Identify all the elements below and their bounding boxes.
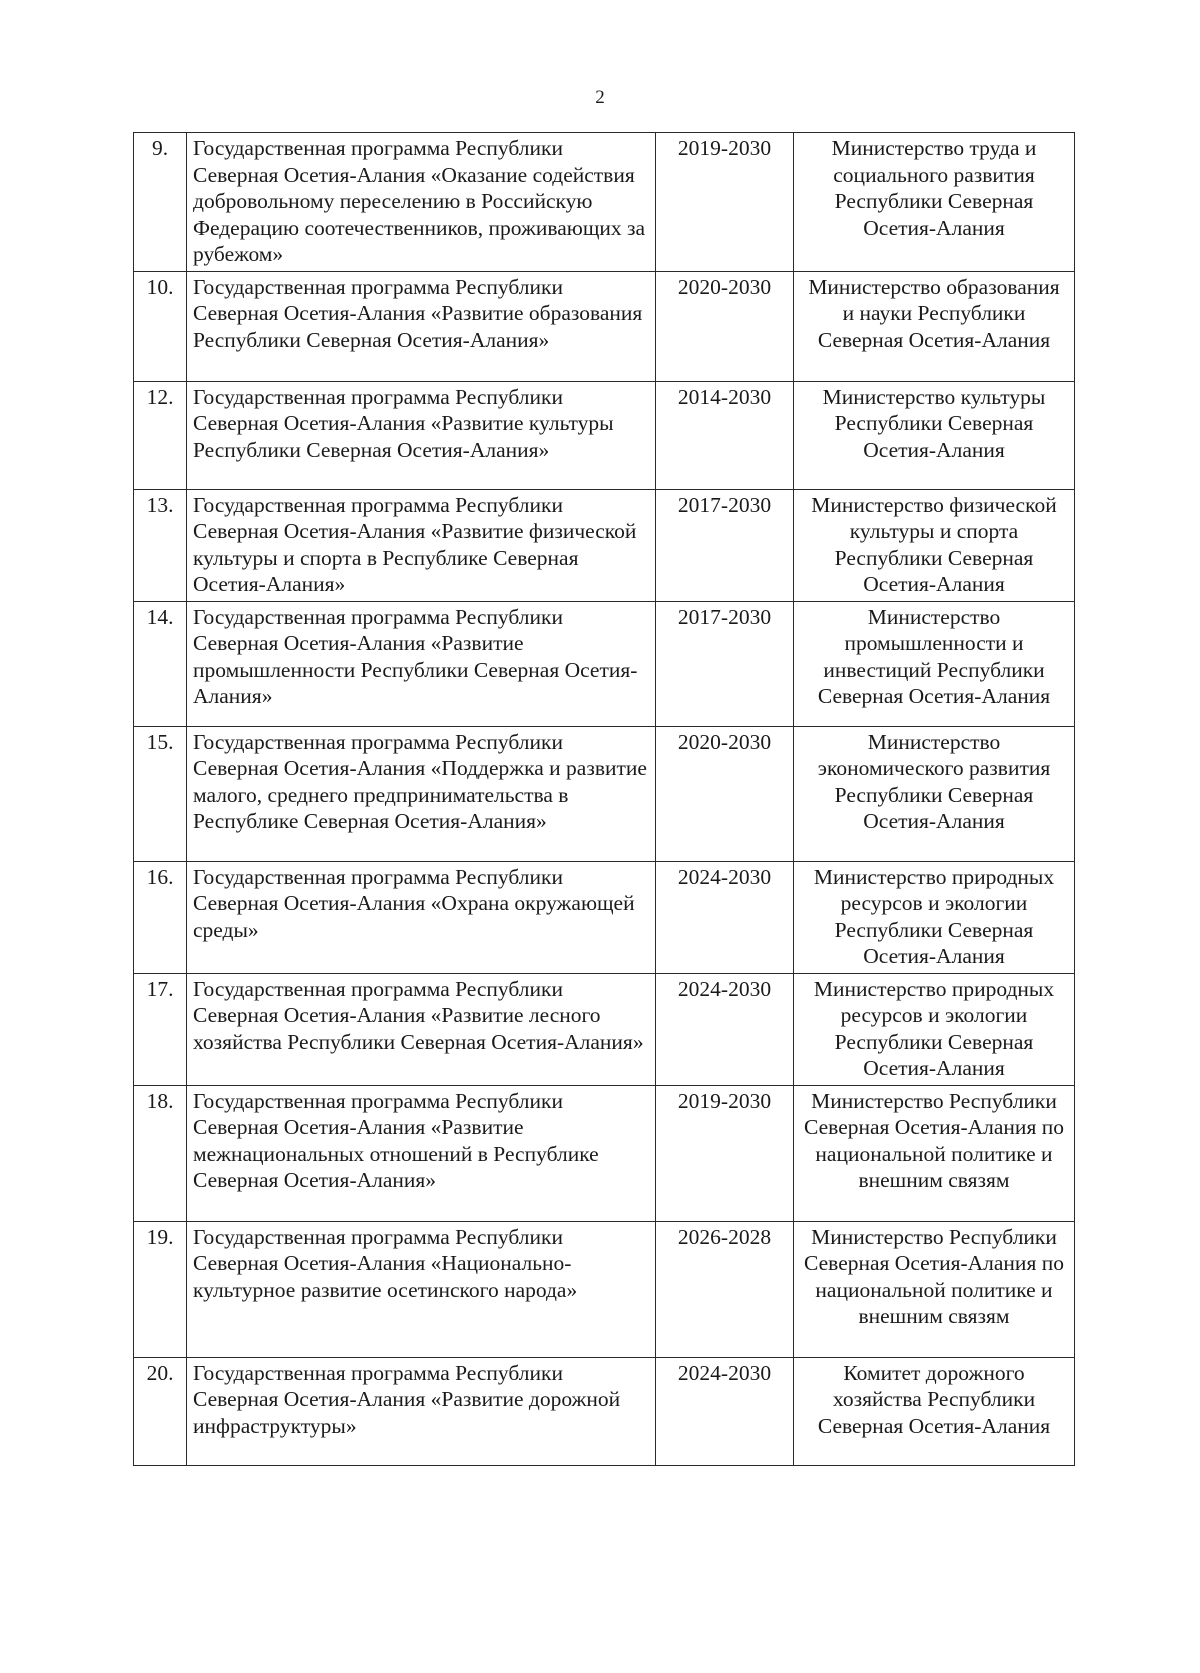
table-row xyxy=(134,726,1075,861)
responsible-body: Комитет дорожного хозяйства Республики Северная Осетия-Алания xyxy=(794,1357,1075,1465)
table-row xyxy=(134,861,1075,973)
row-number: 16. xyxy=(134,861,187,973)
responsible-body: Министерство культуры Республики Северная Осетия-Алания xyxy=(794,381,1075,489)
program-period: 2017-2030 xyxy=(656,601,794,726)
program-name: Государственная программа Республики Северная Осетия-Алания «Развитие промышленности Республики Северная Осетия-Алания» xyxy=(187,601,656,726)
page-number: 2 xyxy=(595,87,605,108)
program-period: 2014-2030 xyxy=(656,381,794,489)
row-number: 19. xyxy=(134,1221,187,1357)
table-row xyxy=(134,1221,1075,1357)
program-name: Государственная программа Республики Северная Осетия-Алания «Развитие межнациональных отношений в Республике Северная Осетия-Алания» xyxy=(187,1085,656,1221)
program-period: 2024-2030 xyxy=(656,1357,794,1465)
table-row xyxy=(134,1085,1075,1221)
program-period: 2024-2030 xyxy=(656,861,794,973)
responsible-body: Министерство Республики Северная Осетия-Алания по национальной политике и внешним связям xyxy=(794,1085,1075,1221)
program-name: Государственная программа Республики Северная Осетия-Алания «Развитие культуры Республики Северная Осетия-Алания» xyxy=(187,381,656,489)
table-row xyxy=(134,489,1075,601)
responsible-body: Министерство промышленности и инвестиций Республики Северная Осетия-Алания xyxy=(794,601,1075,726)
responsible-body: Министерство природных ресурсов и экологии Республики Северная Осетия-Алания xyxy=(794,973,1075,1085)
program-period: 2026-2028 xyxy=(656,1221,794,1357)
row-number: 15. xyxy=(134,726,187,861)
program-name: Государственная программа Республики Северная Осетия-Алания «Развитие дорожной инфраструктуры» xyxy=(187,1357,656,1465)
program-period: 2020-2030 xyxy=(656,271,794,381)
program-name: Государственная программа Республики Северная Осетия-Алания «Развитие образования Республики Северная Осетия-Алания» xyxy=(187,271,656,381)
program-period: 2024-2030 xyxy=(656,973,794,1085)
program-period: 2020-2030 xyxy=(656,726,794,861)
program-period: 2019-2030 xyxy=(656,133,794,272)
row-number: 20. xyxy=(134,1357,187,1465)
program-period: 2019-2030 xyxy=(656,1085,794,1221)
row-number: 14. xyxy=(134,601,187,726)
row-number: 17. xyxy=(134,973,187,1085)
program-period: 2017-2030 xyxy=(656,489,794,601)
program-name: Государственная программа Республики Северная Осетия-Алания «Поддержка и развитие малого, среднего предпринимательства в Республике Северная Осетия-Алания» xyxy=(187,726,656,861)
responsible-body: Министерство физической культуры и спорта Республики Северная Осетия-Алания xyxy=(794,489,1075,601)
table-row xyxy=(134,1357,1075,1465)
row-number: 18. xyxy=(134,1085,187,1221)
responsible-body: Министерство Республики Северная Осетия-Алания по национальной политике и внешним связям xyxy=(794,1221,1075,1357)
responsible-body: Министерство образования и науки Республики Северная Осетия-Алания xyxy=(794,271,1075,381)
program-name: Государственная программа Республики Северная Осетия-Алания «Охрана окружающей среды» xyxy=(187,861,656,973)
responsible-body: Министерство природных ресурсов и экологии Республики Северная Осетия-Алания xyxy=(794,861,1075,973)
row-number: 9. xyxy=(134,133,187,272)
table-row xyxy=(134,133,1075,272)
row-number: 12. xyxy=(134,381,187,489)
program-name: Государственная программа Республики Северная Осетия-Алания «Национально-культурное развитие осетинского народа» xyxy=(187,1221,656,1357)
responsible-body: Министерство труда и социального развития Республики Северная Осетия-Алания xyxy=(794,133,1075,272)
row-number: 10. xyxy=(134,271,187,381)
program-name: Государственная программа Республики Северная Осетия-Алания «Развитие лесного хозяйства Республики Северная Осетия-Алания» xyxy=(187,973,656,1085)
table-row xyxy=(134,601,1075,726)
program-name: Государственная программа Республики Северная Осетия-Алания «Оказание содействия добровольному переселению в Российскую Федерацию соотечественников, проживающих за рубежом» xyxy=(187,133,656,272)
table-row xyxy=(134,973,1075,1085)
table-row xyxy=(134,381,1075,489)
programs-table xyxy=(133,132,1075,1466)
row-number: 13. xyxy=(134,489,187,601)
table-row xyxy=(134,271,1075,381)
responsible-body: Министерство экономического развития Республики Северная Осетия-Алания xyxy=(794,726,1075,861)
program-name: Государственная программа Республики Северная Осетия-Алания «Развитие физической культуры и спорта в Республике Северная Осетия-Алания» xyxy=(187,489,656,601)
